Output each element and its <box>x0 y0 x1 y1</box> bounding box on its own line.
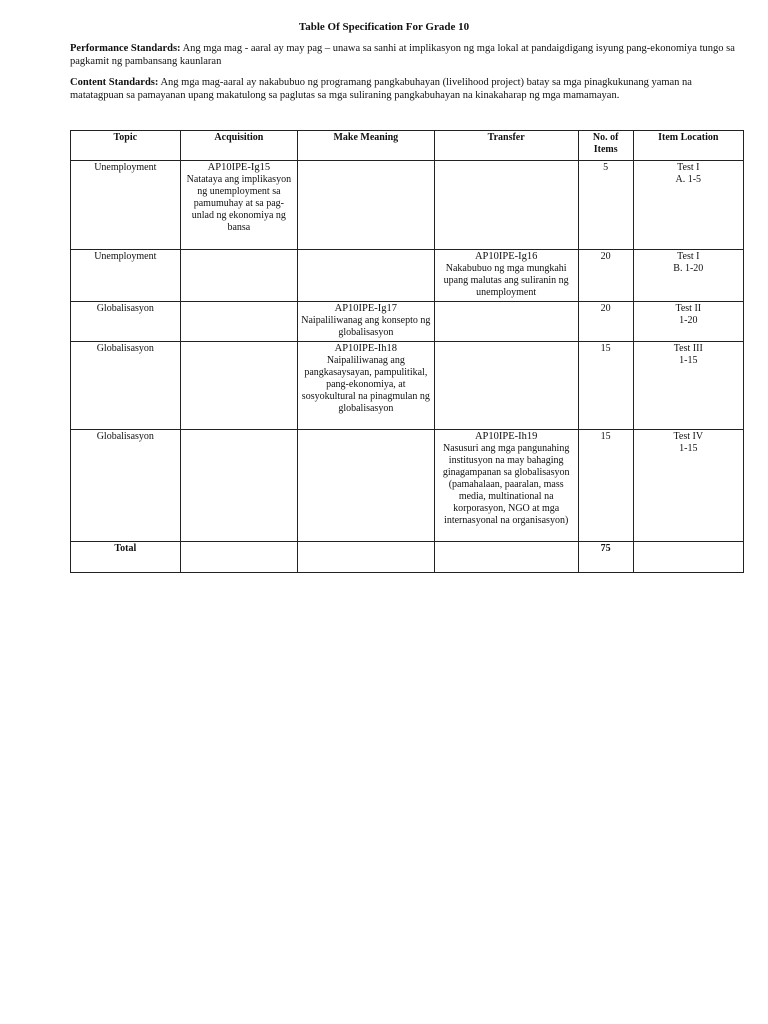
cell-topic: Unemployment <box>71 250 181 302</box>
cell-make-meaning <box>298 542 434 573</box>
cell-items: 15 <box>578 430 633 542</box>
competency-code: AP10IPE-Ih18 <box>334 343 398 354</box>
cell-location <box>633 342 743 430</box>
specification-table <box>70 130 744 573</box>
cell-transfer <box>434 542 578 573</box>
cell-make-meaning <box>298 161 434 250</box>
cell-location <box>633 250 743 302</box>
competency-description: Naipaliliwanag ang pangkasaysayan, pampulitikal, pang-ekonomiya, at sosyokultural na pinagmulan ng globalisasyon <box>301 355 430 414</box>
cell-location <box>633 430 743 542</box>
cell-acquisition <box>180 342 298 430</box>
performance-standards <box>70 42 740 68</box>
content-standards-label: Content Standards: <box>70 77 159 88</box>
cell-location <box>633 302 743 342</box>
location-test: Test IV <box>673 431 704 442</box>
competency-code: AP10IPE-Ih19 <box>474 431 538 442</box>
performance-standards-label: Performance Standards: <box>70 43 181 54</box>
competency-code: AP10IPE-Ig17 <box>334 303 398 314</box>
cell-acquisition <box>180 302 298 342</box>
location-range: A. 1-5 <box>675 174 702 185</box>
location-range: B. 1-20 <box>673 263 704 274</box>
document-title: Table Of Specification For Grade 10 <box>298 21 470 33</box>
cell-topic: Unemployment <box>71 161 181 250</box>
header-transfer: Transfer <box>434 131 578 161</box>
cell-acquisition <box>180 161 298 250</box>
competency-description: Nasusuri ang mga pangunahing institusyon na may bahaging ginagampanan sa globalisasyon (pamahalaan, paaralan, mass media, multinational na korporasyon, NGO at mga internasyonal na organisasyon) <box>442 443 570 526</box>
header-make-meaning: Make Meaning <box>298 131 434 161</box>
total-items: 75 <box>578 542 633 573</box>
header-no-of-items: No. of Items <box>578 131 633 161</box>
cell-topic: Globalisasyon <box>71 430 181 542</box>
total-label: Total <box>71 542 181 573</box>
cell-topic: Globalisasyon <box>71 302 181 342</box>
table-row <box>71 302 744 342</box>
cell-items: 20 <box>578 250 633 302</box>
cell-acquisition <box>180 430 298 542</box>
competency-code: AP10IPE-Ig15 <box>207 162 271 173</box>
cell-transfer <box>434 342 578 430</box>
location-range: 1-15 <box>679 443 698 454</box>
location-range: 1-15 <box>679 355 698 366</box>
cell-make-meaning <box>298 342 434 430</box>
competency-description: Natataya ang implikasyon ng unemployment sa pamumuhay at sa pag-unlad ng ekonomiya ng bansa <box>186 174 292 233</box>
header-topic: Topic <box>71 131 181 161</box>
table-row <box>71 161 744 250</box>
location-test: Test III <box>673 343 703 354</box>
table-row <box>71 430 744 542</box>
competency-description: Naipaliliwanag ang konsepto ng globalisasyon <box>301 315 431 338</box>
location-test: Test I <box>677 162 700 173</box>
content-standards-text: Ang mga mag-aaral ay nakabubuo ng programang pangkabuhayan (livelihood project) batay sa mga pinagkukunang yaman na matatagpuan sa pamayanan upang makatulong sa paglutas sa mga suliraning pangkabuhayan na kinakaharap ng mga mamamayan. <box>70 77 692 101</box>
cell-location <box>633 542 743 573</box>
cell-transfer <box>434 430 578 542</box>
cell-make-meaning <box>298 430 434 542</box>
cell-transfer <box>434 302 578 342</box>
cell-acquisition <box>180 250 298 302</box>
table-header-row <box>71 131 744 161</box>
cell-make-meaning <box>298 302 434 342</box>
cell-transfer <box>434 161 578 250</box>
location-range: 1-20 <box>679 315 698 326</box>
cell-items: 5 <box>578 161 633 250</box>
header-item-location: Item Location <box>633 131 743 161</box>
table-row <box>71 250 744 302</box>
table-row <box>71 342 744 430</box>
cell-make-meaning <box>298 250 434 302</box>
cell-transfer <box>434 250 578 302</box>
performance-standards-text: Ang mga mag - aaral ay may pag – unawa sa sanhi at implikasyon ng mga lokal at pandaigdigang isyung pang-ekonomiya tungo sa pagkamit ng pambansang kaunlaran <box>70 43 735 67</box>
competency-description: Nakabubuo ng mga mungkahi upang malutas ang suliranin ng unemployment <box>443 263 569 298</box>
cell-location <box>633 161 743 250</box>
content-standards <box>70 76 740 102</box>
location-test: Test II <box>675 303 702 314</box>
header-acquisition: Acquisition <box>180 131 298 161</box>
cell-acquisition <box>180 542 298 573</box>
cell-items: 15 <box>578 342 633 430</box>
location-test: Test I <box>677 251 700 262</box>
table-total-row <box>71 542 744 573</box>
cell-topic: Globalisasyon <box>71 342 181 430</box>
cell-items: 20 <box>578 302 633 342</box>
competency-code: AP10IPE-Ig16 <box>474 251 538 262</box>
